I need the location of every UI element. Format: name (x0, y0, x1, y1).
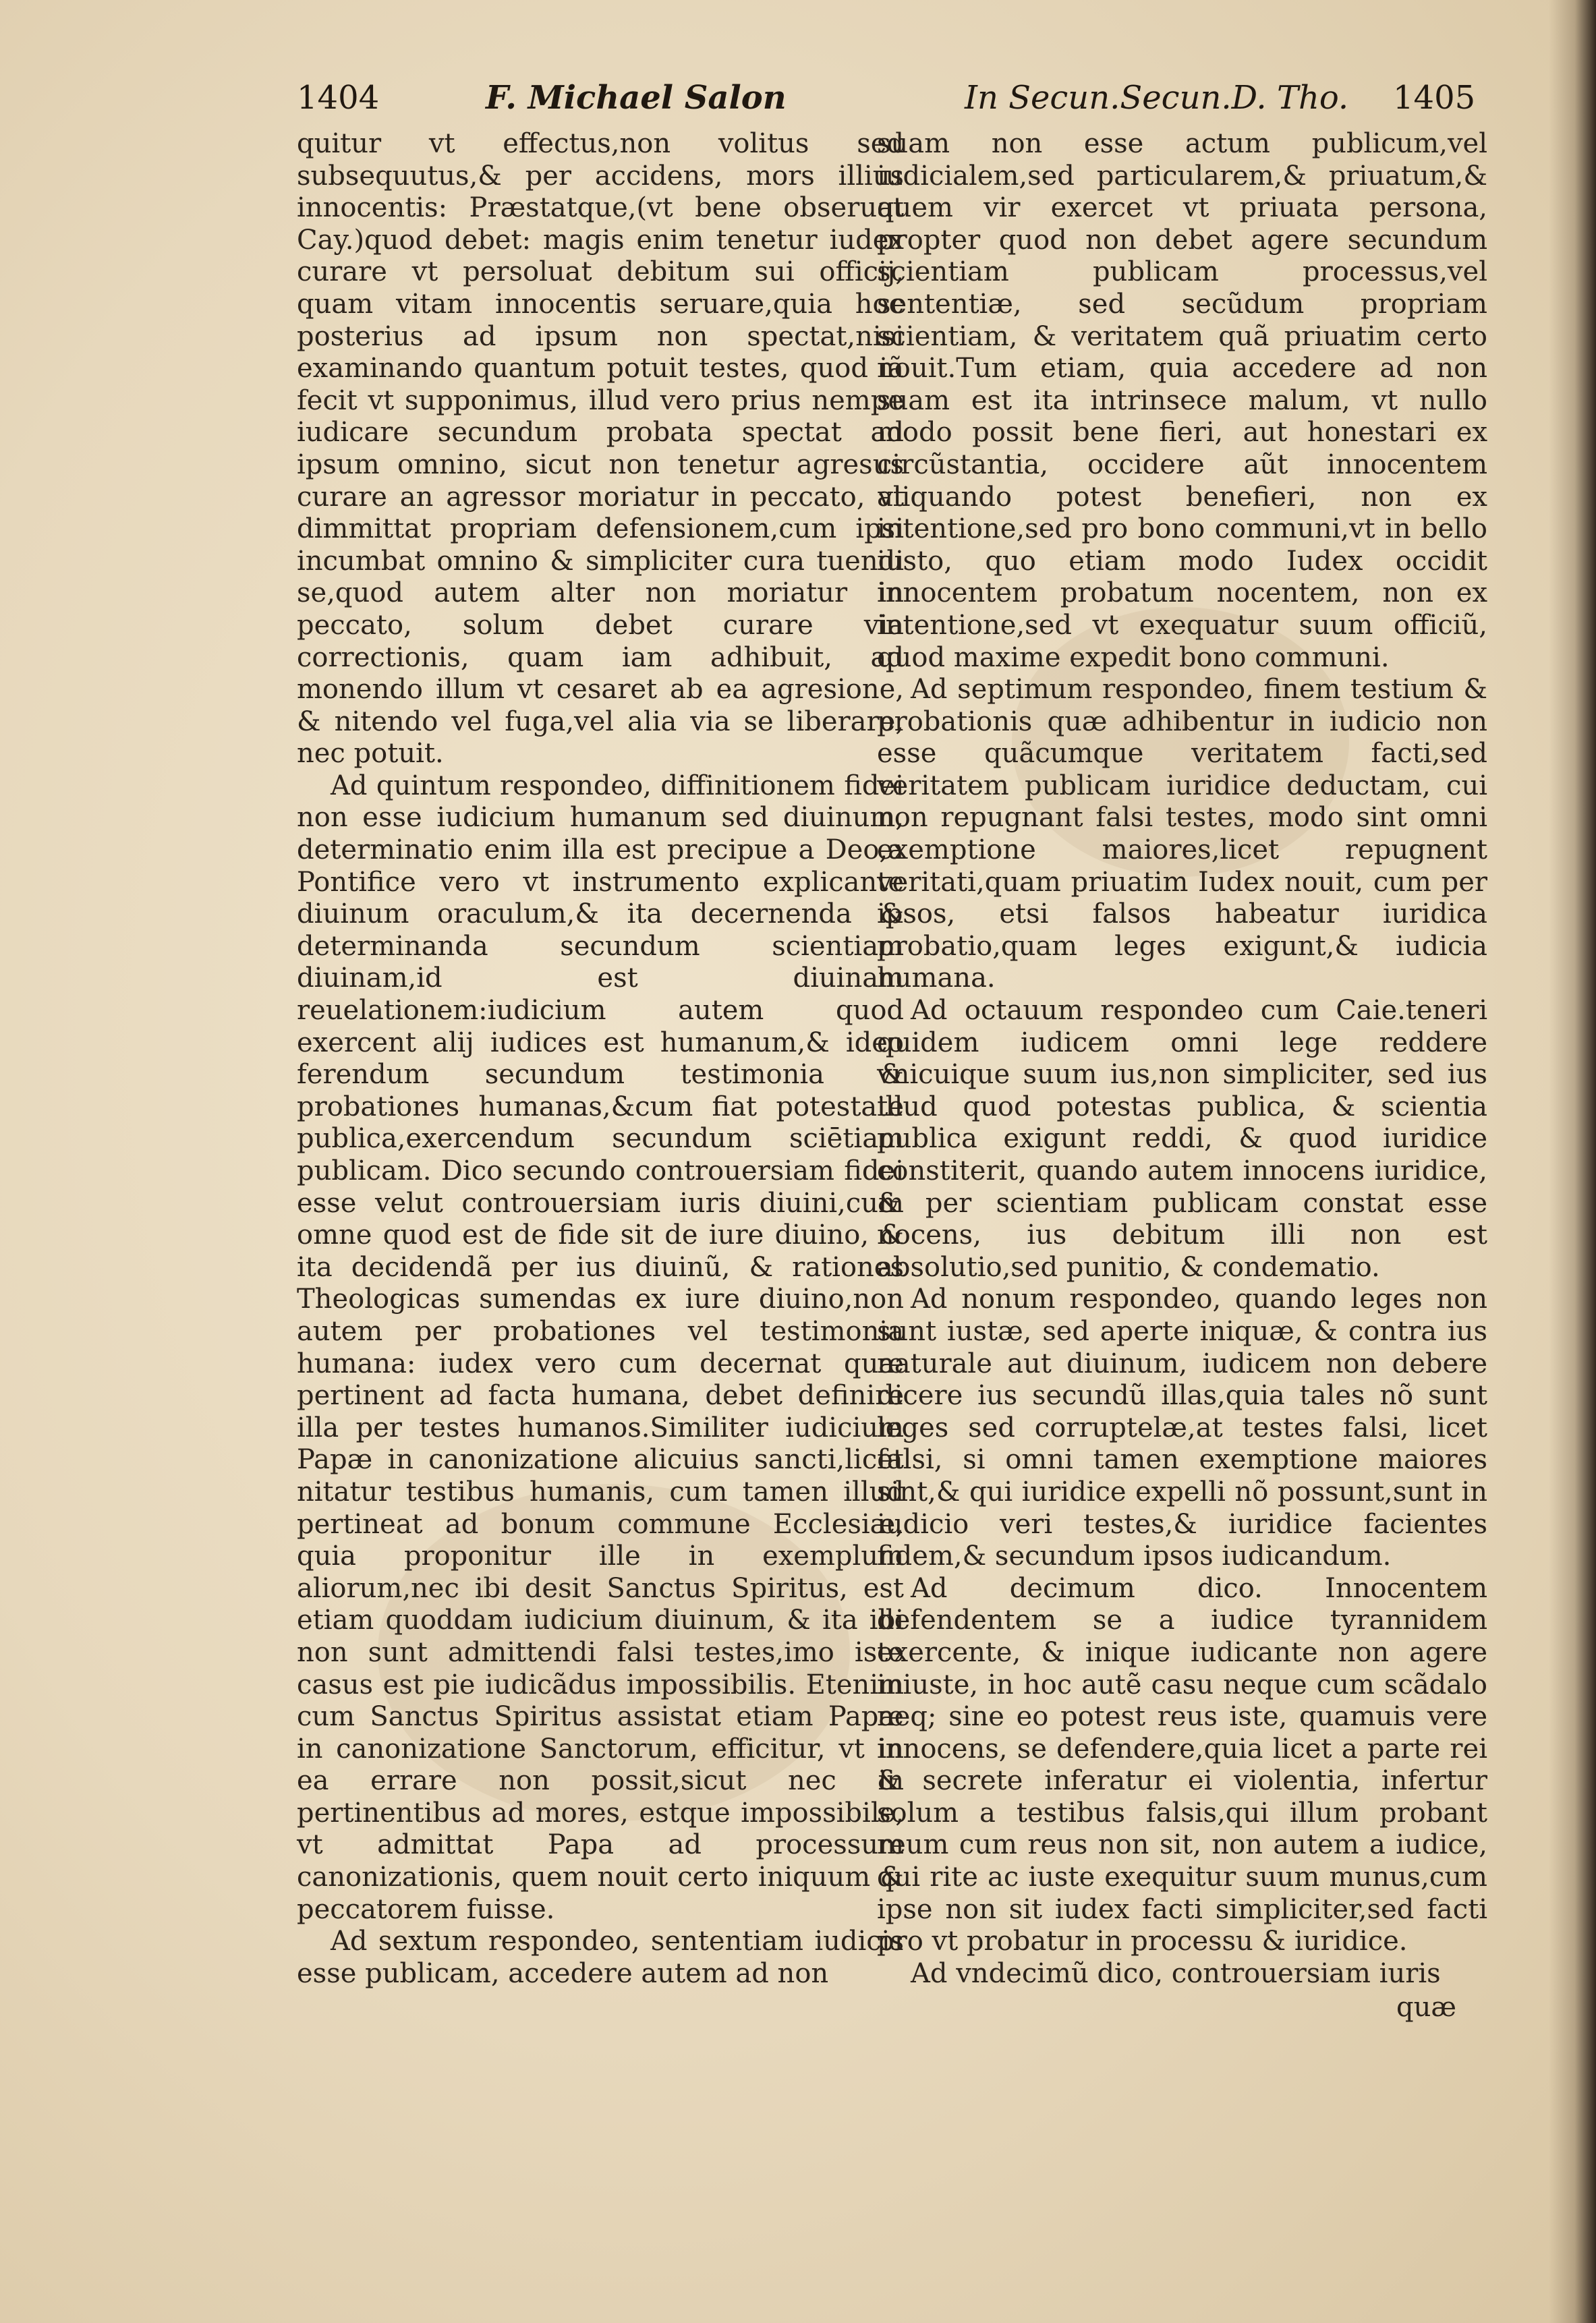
left-text-column (297, 128, 904, 1990)
catchword: quæ (1396, 1992, 1456, 2023)
binding-shadow (1549, 0, 1596, 2323)
right-text-column (877, 128, 1487, 1990)
paragraph: Ad septimum respondeo, finem testium & probationis quæ adhibentur in iudicio non esse quãcumque veritatem facti,sed veritatem publicam iuridice deductam, cui non repugnant falsi testes, modo sint omni exemptione maiores,licet repugnent veritati,quam priuatim Iudex nouit, cum per ipsos, etsi falsos habeatur iuridica probatio,quam leges exigunt,& iudicia humana. (877, 674, 1487, 994)
right-page-number: 1405 (1393, 79, 1476, 117)
paragraph: Ad decimum dico. Innocentem defendentem se a iudice tyrannidem exercente, & inique iudicante non agere iniuste, in hoc autẽ casu neque cum scãdalo neq; sine eo potest reus iste, quamuis vere innocens, se defendere,quia licet a parte rei & secrete inferatur ei violentia, infertur solum a testibus falsis,qui illum probant reum cum reus non sit, non autem a iudice, qui rite ac iuste exequitur suum munus,cum ipse non sit iudex facti simpliciter,sed facti pro vt probatur in processu & iuridice. (877, 1572, 1487, 1957)
paragraph: Ad vndecimũ dico, controuersiam iuris (911, 1957, 1441, 1989)
paragraph: suam non esse actum publicum,vel iudicialem,sed particularem,& priuatum,& quem vir exercet vt priuata persona, propter quod non debet agere secundum scientiam publicam processus,vel sententiæ, sed secũdum propriam scientiam, & veritatem quã priuatim certo nouit.Tum etiam, quia accedere ad non suam est ita intrinsece malum, vt nullo modo possit bene fieri, aut honestari ex circũstantia, occidere aũt innocentem aliquando potest benefieri, non ex intentione,sed pro bono communi,vt in bello iusto, quo etiam modo Iudex occidit innocentem probatum nocentem, non ex intentione,sed vt exequatur suum officiũ, quod maxime expedit bono communi. (877, 128, 1487, 673)
right-running-title: In Secun.Secun.D. Tho. (965, 79, 1349, 117)
paragraph: Ad octauum respondeo cum Caie.teneri quidem iudicem omni lege reddere vnicuique suum ius,non simpliciter, sed ius illud quod potestas publica, & scientia publica exigunt reddi, & quod iuridice constiterit, quando autem innocens iuridice, & per scientiam publicam constat esse nocens, ius debitum illi non est absolutio,sed punitio, & condematio. (877, 995, 1487, 1283)
left-page-number: 1404 (297, 79, 380, 117)
running-header (297, 74, 1484, 128)
paragraph: Ad sextum respondeo, sententiam iudicis esse publicam, accedere autem ad non (297, 1926, 904, 1989)
paragraph: Ad nonum respondeo, quando leges non sunt iustæ, sed aperte iniquæ, & contra ius naturale aut diuinum, iudicem non debere dicere ius secundũ illas,quia tales nõ sunt leges sed corruptelæ,at testes falsi, licet falsi, si omni tamen exemptione maiores sint,& qui iuridice expelli nõ possunt,sunt in iudicio veri testes,& iuridice facientes fidem,& secundum ipsos iudicandum. (877, 1284, 1487, 1572)
paragraph: quitur vt effectus,non volitus sed subsequutus,& per accidens, mors illius innocentis: Præstatque,(vt bene obseruat Cay.)quod debet: magis enim tenetur iudex curare vt persoluat debitum sui officij, quam vitam innocentis seruare,quia hoc posterius ad ipsum non spectat,nisi examinando quantum potuit testes, quod iã fecit vt supponimus, illud vero prius nempe iudicare secundum probata spectat ad ipsum omnino, sicut non tenetur agresus curare an agressor moriatur in peccato, vt dimmittat propriam defensionem,cum ipsi incumbat omnino & simpliciter cura tuendi se,quod autem alter non moriatur in peccato, solum debet curare via correctionis, quam iam adhibuit, ad monendo illum vt cesaret ab ea agresione, & nitendo vel fuga,vel alia via se liberare, nec potuit. (297, 128, 904, 770)
paragraph: Ad quintum respondeo, diffinitionem fidei non esse iudicium humanum sed diuinum, determinatio enim illa est precipue a Deo,a Pontifice vero vt instrumento explicante diuinum oraculum,& ita decernenda & determinanda secundum scientiam diuinam,id est diuinam reuelationem:iudicium autem quod exercent alij iudices est humanum,& ideo ferendum secundum testimonia & probationes humanas,&cum fiat potestate publica,exercendum secundum sciētiam publicam. Dico secundo controuersiam fidei esse velut controuersiam iuris diuini,cum omne quod est de fide sit de iure diuino, & ita decidendã per ius diuinũ, & rationes Theologicas sumendas ex iure diuino,non autem per probationes vel testimonia humana: iudex vero cum decernat quæ pertinent ad facta humana, debet definire illa per testes humanos.Similiter iudicium Papæ in canonizatione alicuius sancti,licet nitatur testibus humanis, cum tamen illud pertineat ad bonum commune Ecclesiæ, quia proponitur ille in exemplum aliorum,nec ibi desit Sanctus Spiritus, est etiam quoddam iudicium diuinum, & ita ibi non sunt admittendi falsi testes,imo iste casus est pie iudicãdus impossibilis. Etenim cum Sanctus Spiritus assistat etiam Papæ in canonizatione Sanctorum, efficitur, vt in ea errare non possit,sicut nec in pertinentibus ad mores, estque impossibile, vt admittat Papa ad processum canonizationis, quem nouit certo iniquum & peccatorem fuisse. (297, 770, 904, 1925)
left-running-title: F. Michael Salon (486, 79, 787, 117)
